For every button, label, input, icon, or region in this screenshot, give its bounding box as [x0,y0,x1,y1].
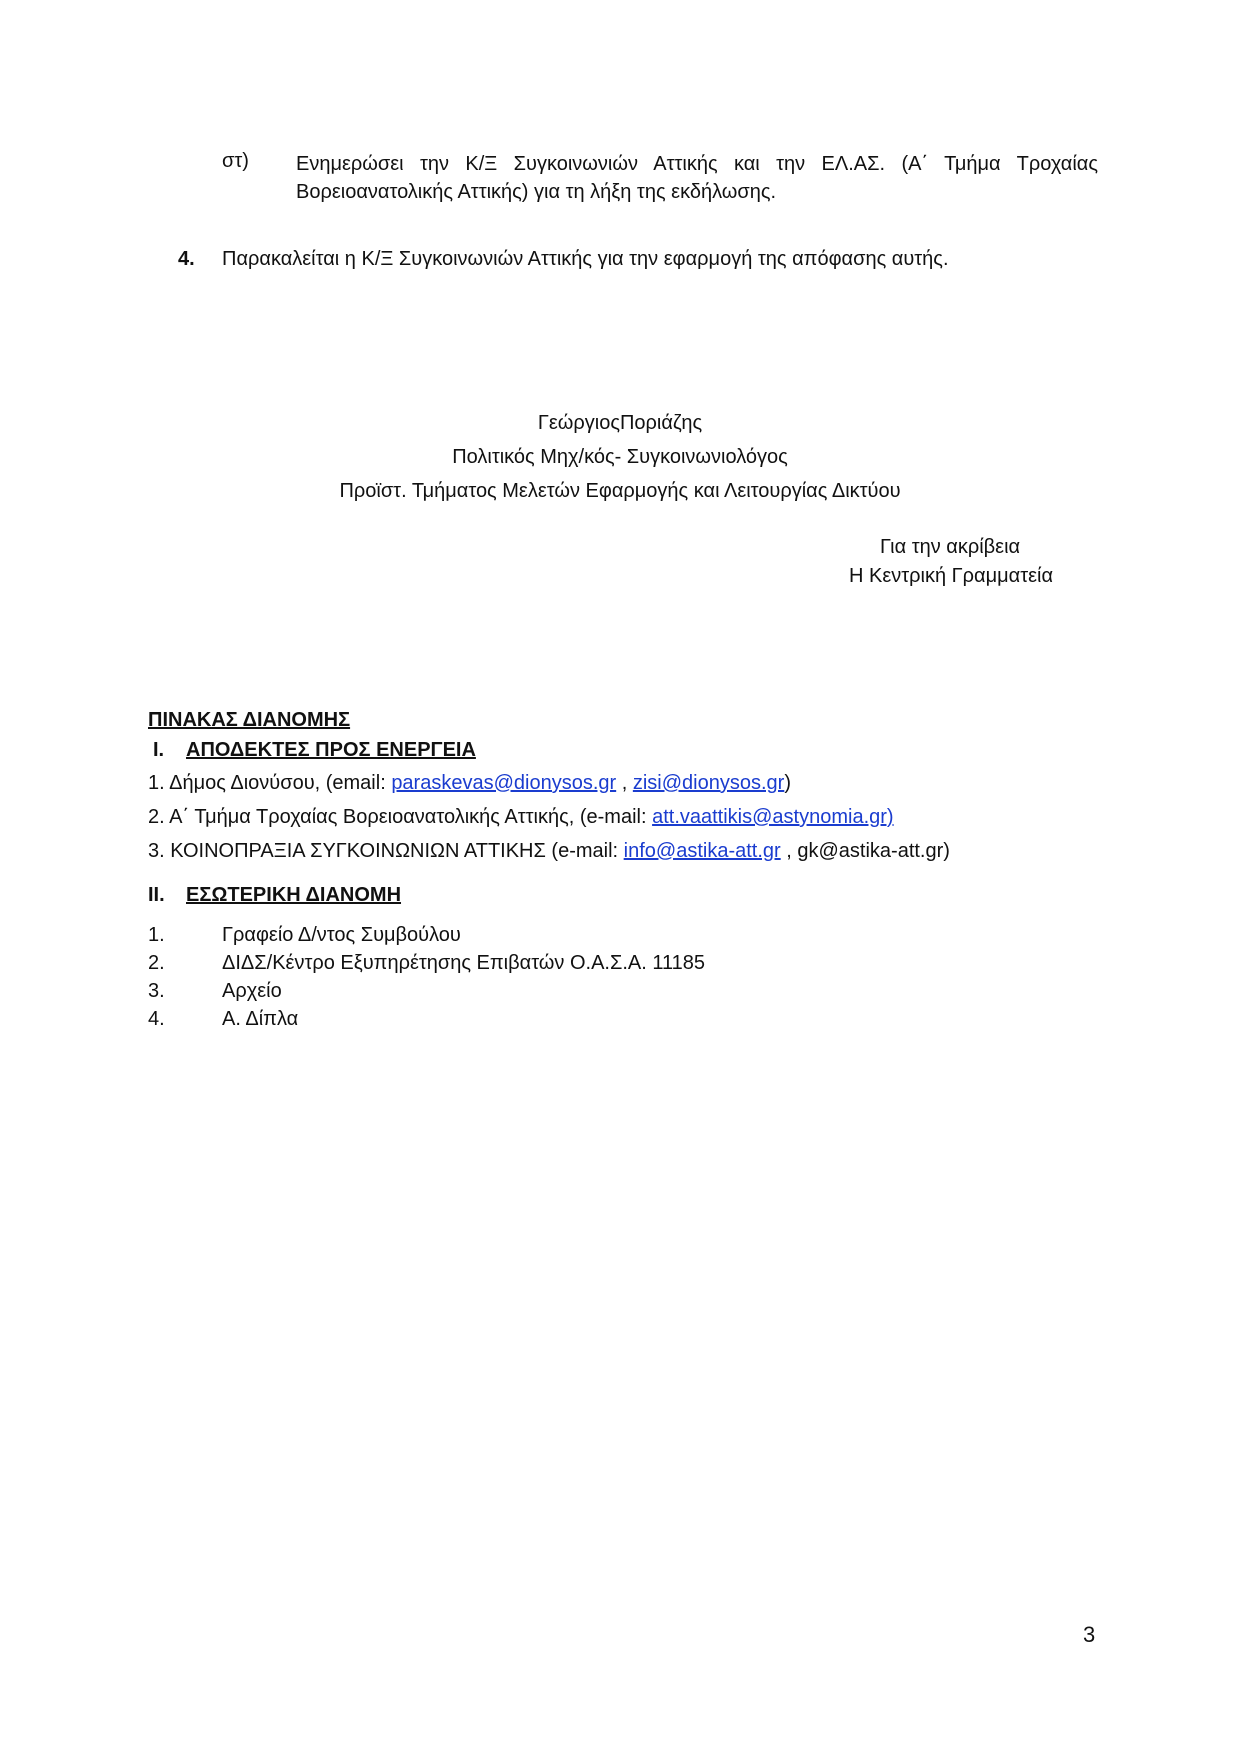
item-st-label: στ) [222,150,249,172]
section-2-title: ΕΣΩΤΕΡΙΚΗ ΔΙΑΝΟΜΗ [186,884,402,906]
item-st-line-2: Βορειοανατολικής Αττικής) για τη λήξη της εκδήλωσης. [296,181,777,203]
item-st-line-1: Ενημερώσει την Κ/Ξ Συγκοινωνιών Αττικής και την ΕΛ.ΑΣ. (Α΄ Τμήμα Τροχαίας [296,153,1098,175]
internal-item-number: 3. [148,980,165,1002]
recipient-number: 1. [148,772,165,794]
internal-item-text: Γραφείο Δ/ντος Συμβούλου [222,924,461,946]
recipient-item [148,840,950,863]
email-link[interactable]: info@astika-att.gr [623,840,781,862]
paragraph-4-text: Παρακαλείται η Κ/Ξ Συγκοινωνιών Αττικής για την εφαρμογή της απόφασης αυτής. [222,248,949,270]
page-number: 3 [1083,1622,1096,1647]
closing-paren: ) [784,772,791,794]
item-st-text [296,150,1098,206]
recipient-text: ΚΟΙΝΟΠΡΑΞΙΑ ΣΥΓΚΟΙΝΩΝΙΩΝ ΑΤΤΙΚΗΣ (e-mail: [170,840,624,862]
accuracy-line-1: Για την ακρίβεια [880,536,1021,558]
internal-item-number: 1. [148,924,165,946]
recipient-text: Δήμος Διονύσου, (email: [169,772,392,794]
internal-item-number: 2. [148,952,165,974]
email-link[interactable]: zisi@dionysos.gr [632,772,785,794]
recipient-text-end: , gk@astika-att.gr) [780,840,950,862]
distribution-heading: ΠΙΝΑΚΑΣ ΔΙΑΝΟΜΗΣ [148,709,351,731]
paragraph-4-number: 4. [178,248,195,270]
separator: , [616,772,633,794]
internal-item-text: ΔΙΔΣ/Κέντρο Εξυπηρέτησης Επιβατών Ο.Α.Σ.Α. 11185 [222,952,706,974]
recipient-number: 3. [148,840,165,862]
section-2-numeral: II. [148,884,165,906]
accuracy-line-2: Η Κεντρική Γραμματεία [849,565,1054,587]
signatory-position: Προϊστ. Τμήματος Μελετών Εφαρμογής και Λειτουργίας Δικτύου [339,480,901,502]
section-1-numeral: I. [153,739,165,761]
recipient-number: 2. [148,806,165,828]
internal-item-text: Αρχείο [222,980,282,1002]
signatory-name: ΓεώργιοςΠοριάζης [537,412,703,434]
recipient-item [148,806,894,829]
internal-item-text: Α. Δίπλα [222,1008,299,1030]
email-link[interactable]: paraskevas@dionysos.gr [391,772,617,794]
email-link[interactable]: att.vaattikis@astynomia.gr) [652,806,894,828]
recipient-item [148,772,791,795]
signatory-title: Πολιτικός Μηχ/κός- Συγκοινωνιολόγος [452,446,788,468]
internal-item-number: 4. [148,1008,165,1030]
recipient-text: Α΄ Τμήμα Τροχαίας Βορειοανατολικής Αττικής, (e-mail: [169,806,653,828]
section-1-title: ΑΠΟΔΕΚΤΕΣ ΠΡΟΣ ΕΝΕΡΓΕΙΑ [186,739,476,761]
